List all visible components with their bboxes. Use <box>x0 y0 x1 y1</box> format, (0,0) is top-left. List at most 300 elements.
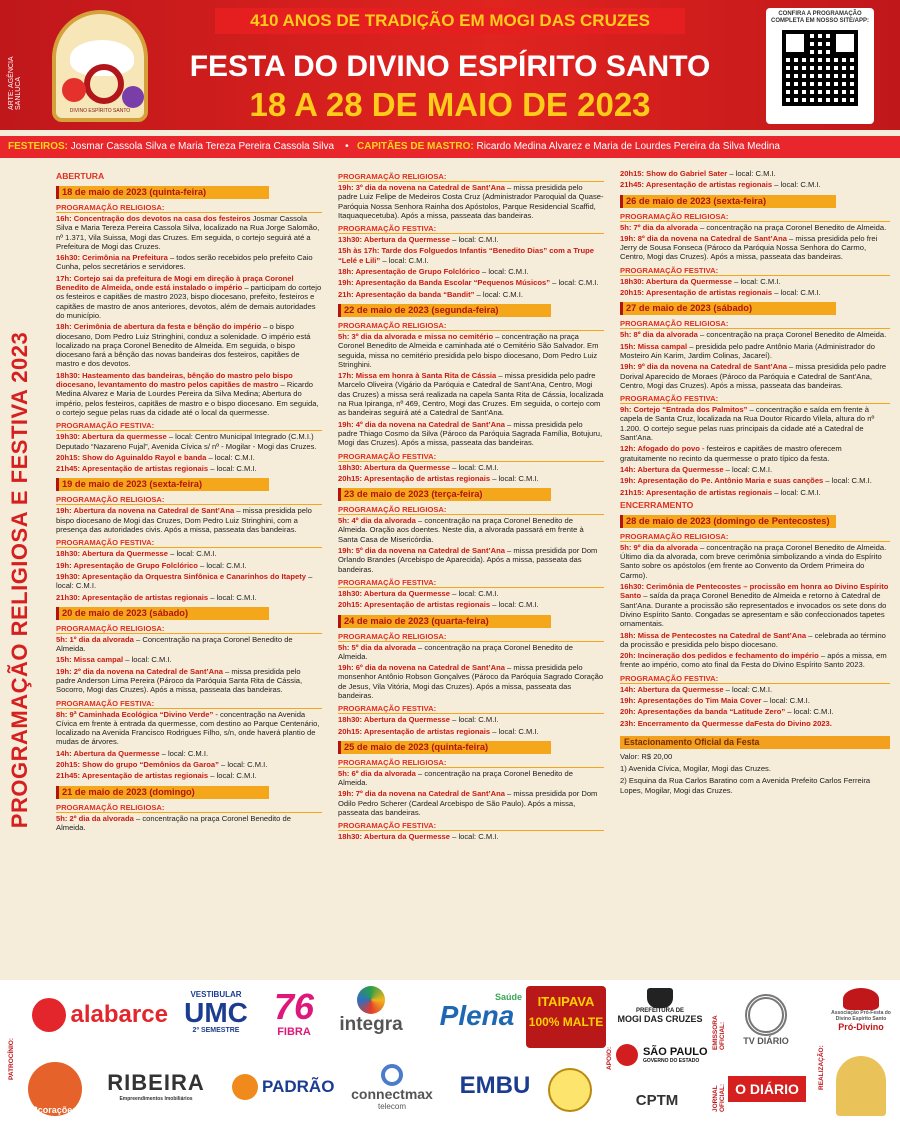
event-details: – local: C.M.I. <box>490 473 539 483</box>
event-title: 14h: Abertura da Quermesse <box>56 748 160 758</box>
event-title: 19h: Apresentações do Tim Maia Cover <box>620 695 762 705</box>
tres-coracoes-logo: 3corações <box>28 1062 82 1116</box>
bishop-emblem-icon <box>836 1056 886 1116</box>
event-item <box>338 290 604 299</box>
event-item <box>620 582 890 628</box>
event-title: 23h: Encerramento da Quermesse daFesta do Divino 2023. <box>620 718 832 728</box>
festeiros-bar: FESTEIROS: Josmar Cassola Silva e Maria Tereza Pereira Cassola Silva • CAPITÃES DE MASTRO: Ricardo Medina Alvarez e Maria de Lourdes Pereira da Silva Medina <box>0 136 900 158</box>
event-details: – concentração na praça Coronel Benedito de Almeida. <box>697 222 887 232</box>
event-title: 5h: 4º dia da alvorada <box>338 516 416 526</box>
parking-line: 1) Avenida Cívica, Mogilar, Mogi das Cruzes. <box>620 764 771 774</box>
event-details: – local: C.M.I. <box>380 255 429 265</box>
event-details: – local: C.M.I. <box>761 695 810 705</box>
schedule-column-2 <box>338 168 604 844</box>
section-label-festive: PROGRAMAÇÃO FESTIVA: <box>338 224 604 234</box>
event-details: – local: C.M.I. <box>772 487 821 497</box>
section-banner: ABERTURA <box>56 171 105 181</box>
event-details: – missa presidida pelo padre Marcelo Oliveira (Vigário da Paróquia e Catedral de Sant’Ana, Centro, Mogi das Cruzes) a missa será realizada na capela Santa Rita de Cássia, localizada na Rua Ipiranga, nº 469, Centro, Mogi das Cruzes. Em seguida, o cortejo com as bandeiras seguirá até a Catedral de Sant’Ana. <box>338 371 604 418</box>
event-title: 14h: Abertura da Quermesse <box>620 464 724 474</box>
event-details: – local: C.M.I. <box>208 771 257 781</box>
event-title: 20h15: Apresentação de artistas regionais <box>620 288 773 298</box>
credit-text: ARTE: AGÊNCIA SANLUCA <box>8 56 22 110</box>
event-details: – participam do cortejo os festeiros e capitães de mastro 2023, bispo diocesano, prefeito, festeiros e capitães de mastro de anos anteriores, devotos, além de demais autoridades do município. <box>56 283 322 320</box>
tv-diario-logo <box>728 994 804 1054</box>
plena-text: Plena <box>439 1000 515 1031</box>
event-item <box>620 444 890 463</box>
logo-text: DIVINO ESPÍRITO SANTO <box>69 108 131 114</box>
event-item <box>56 253 322 272</box>
padrao-logo <box>228 1074 338 1110</box>
event-item <box>56 561 322 570</box>
umc-text: UMC <box>184 997 248 1028</box>
event-title: 21h30: Apresentação de artistas regionais <box>56 592 209 602</box>
event-title: 5h: 8º dia da alvorada <box>620 330 698 340</box>
event-item <box>56 572 322 591</box>
event-title: 19h: 3º dia da novena na Catedral de Sant’Ana <box>338 183 505 192</box>
event-item <box>338 267 604 276</box>
day-header: 25 de maio de 2023 (quinta-feira) <box>338 741 551 754</box>
pro-divino-logo <box>826 988 896 1048</box>
event-details: – local: C.M.I. <box>474 289 523 299</box>
event-details: – local: C.M.I. <box>823 476 872 486</box>
event-details: – local: C.M.I. <box>56 571 313 591</box>
section-banner: ENCERRAMENTO <box>620 499 694 510</box>
integra-logo <box>326 986 416 1046</box>
event-item <box>338 420 604 448</box>
embu-logo: EMBU <box>459 1072 531 1099</box>
day-header: 28 de maio de 2023 (domingo de Pentecostes) <box>620 515 836 528</box>
event-title: 19h30: Apresentação da Orquestra Sinfônica e Canarinhos do Itapety <box>56 571 306 581</box>
event-title: 18h30: Abertura da Quermesse <box>338 832 450 842</box>
event-item <box>56 655 322 664</box>
event-item <box>56 710 322 747</box>
event-title: 20h15: Apresentação de artistas regionais <box>338 473 491 483</box>
emissora-label: EMISSORA OFICIAL: <box>712 1015 726 1050</box>
event-details: – missa presidida por Dom Odilo Pedro Scherer (Cardeal Arcebispo de São Paulo). Após a missa, passeata das bandeiras. <box>338 789 598 818</box>
event-details: – local: C.M.I. <box>208 592 257 602</box>
event-title: 19h: Apresentação da Banda Escolar “Pequenos Músicos” <box>338 278 550 288</box>
event-title: 20h: Apresentações da banda “Latitude Zero” <box>620 707 786 717</box>
event-item <box>620 651 890 670</box>
sp-text: SÃO PAULO <box>642 1046 708 1058</box>
event-title: 19h: Apresentação do Pe. Antônio Maria e suas canções <box>620 476 824 486</box>
sao-paulo-logo <box>612 1044 712 1084</box>
event-title: 14h: Abertura da Quermesse <box>620 684 724 694</box>
event-item <box>56 322 322 368</box>
o-diario-logo: O DIÁRIO <box>728 1076 806 1102</box>
festival-dates: 18 A 28 DE MAIO DE 2023 <box>249 86 651 123</box>
event-item <box>56 214 322 251</box>
event-title: 19h: 6º dia da novena na Catedral de Sant’Ana <box>338 663 505 673</box>
flower-icon <box>122 86 144 108</box>
fibra-number: 76 <box>273 986 315 1027</box>
event-item <box>338 546 604 574</box>
event-details: – local: C.M.I. <box>785 707 834 717</box>
integra-text: integra <box>339 1014 403 1035</box>
event-item <box>338 832 604 841</box>
event-title: 12h: Afogado do povo <box>620 444 700 454</box>
event-item <box>338 371 604 417</box>
event-item <box>620 180 890 189</box>
event-item <box>338 463 604 472</box>
padrao-text: PADRÃO <box>262 1077 335 1096</box>
event-item <box>620 169 890 178</box>
side-label-area <box>0 170 46 980</box>
event-title: 19h: 5º dia da novena na Catedral de Sant’Ana <box>338 546 505 556</box>
day-header: 18 de maio de 2023 (quinta-feira) <box>56 186 269 199</box>
section-label-religious: PROGRAMAÇÃO RELIGIOSA: <box>338 505 604 515</box>
event-item <box>56 464 322 473</box>
cptm-logo: CPTM <box>635 1092 679 1109</box>
event-item <box>620 342 890 361</box>
event-item <box>620 223 890 232</box>
event-details: – concentração na praça Coronel Benedito de Almeida. Último dia da alvorada, com breve cerimônia simbolizando a vinda do Espírito Santo sobre os apóstolos (em frente ao Convento da Ordem Primeira do Carmo). <box>620 542 887 580</box>
associacao-text: Associação Pró-Festa do Divino Espírito Santo <box>831 1010 891 1022</box>
event-details: – o bispo diocesano, Dom Pedro Luiz Stringhini, conduz a solenidade. O império está localizado na praça Coronel Benedito de Almeida. Em seguida, o bispo diocesano fará a bênção das novas bandeiras dos festeiros, capitães de mastro e dos devotos. <box>56 322 311 369</box>
telecom-text: telecom <box>377 1102 406 1111</box>
section-label-religious: PROGRAMAÇÃO RELIGIOSA: <box>620 212 890 222</box>
malte-text: 100% MALTE <box>528 1015 604 1029</box>
event-details: – local: C.M.I. <box>159 748 209 758</box>
header-banner <box>0 0 900 130</box>
itaipava-logo <box>526 986 606 1048</box>
event-details: – missa presidida pelo frei Jerry de Sousa Fonseca (Pároco da Paróquia Nossa Senhora do Carmo, Centro, Mogi das Cruzes). Após a missa, passeata das bandeiras. <box>620 233 878 262</box>
event-details: – presidida pelo padre Antônio Maria (Administrador do Mosteiro Ain Karim, Jardim Colinas, Jacareí). <box>620 341 875 360</box>
capitaes-names: Ricardo Medina Alvarez e Maria de Lourdes Pereira da Silva Medina <box>476 141 780 152</box>
event-item <box>620 707 890 716</box>
day-header: 27 de maio de 2023 (sábado) <box>620 302 836 315</box>
connectmax-text: connectmax <box>351 1086 433 1102</box>
event-title: 20h15: Apresentação de artistas regionais <box>338 726 491 736</box>
event-details: – concentração na praça Coronel Benedito de Almeida e caminhada até o Cemitério São Salvador. Em seguida, missa no cemitério presidida pelo bispo diocesano, Dom Pedro Luiz Stringhini. <box>338 331 599 369</box>
event-item <box>338 769 604 788</box>
event-title: 19h: 4º dia da novena na Catedral de Sant’Ana <box>338 419 505 429</box>
event-title: 21h45: Apresentação de artistas regionais <box>56 464 209 474</box>
event-details: – local: C.M.I. <box>197 560 247 570</box>
event-details: – concentração e saída em frente à capela de Santa Cruz, localizada na Rua Doutor Ricardo Vilela, altura do nº 1.200. O cortejo segue pelas ruas principais da cidade até a Catedral de Sant’Ana. <box>620 405 875 443</box>
parking-title: Estacionamento Oficial da Festa <box>620 736 890 749</box>
event-details: – celebrada ao término da procissão e presidida pelo bispo diocesano. <box>620 630 886 649</box>
day-header: 24 de maio de 2023 (quarta-feira) <box>338 615 551 628</box>
event-item <box>338 278 604 287</box>
event-title: 19h30: Abertura da quermesse <box>56 432 167 442</box>
event-item <box>338 789 604 817</box>
event-item <box>56 549 322 558</box>
event-details: – missa presidida pelo bispo diocesano de Mogi das Cruzes, Dom Pedro Luiz Stringhini, com a presença das autoridades civis. Após a missa, passeata das bandeiras. <box>56 506 312 535</box>
event-item <box>56 593 322 602</box>
event-title: 19h: Apresentação de Grupo Folclórico <box>56 560 198 570</box>
event-title: 18h30: Abertura da Quermesse <box>338 588 450 598</box>
page-title: FESTA DO DIVINO ESPÍRITO SANTO <box>189 50 711 83</box>
event-item <box>56 432 322 451</box>
event-item <box>338 246 604 265</box>
parking-line: 2) Esquina da Rua Carlos Baratino com a Avenida Prefeito Carlos Ferreira Lopes, Mogilar, Mogi das Cruzes. <box>620 776 871 795</box>
event-item <box>56 506 322 534</box>
event-item <box>620 543 890 580</box>
festeiros-names: Josmar Cassola Silva e Maria Tereza Pereira Cassola Silva <box>70 141 335 152</box>
event-title: 20h15: Apresentação de artistas regionais <box>338 600 491 610</box>
qr-caption: CONFIRA A PROGRAMAÇÃO COMPLETA EM NOSSO SITE/APP: <box>770 11 869 24</box>
event-item <box>56 814 322 833</box>
event-details: – missa presidida pelo padre Thiago Cosmo da Silva (Pároco da Paróquia Sagrada Família, Botujuru, Mogi das Cruzes). Após a missa, passeata das bandeiras. <box>338 419 603 448</box>
event-title: 5h: 1º dia da alvorada <box>56 634 134 644</box>
umc-top: VESTIBULAR <box>190 990 242 999</box>
event-title: 5h: 3º dia da alvorada e missa no cemitério <box>338 331 494 341</box>
section-label-religious: PROGRAMAÇÃO RELIGIOSA: <box>56 203 322 213</box>
section-label-festive: PROGRAMAÇÃO FESTIVA: <box>338 821 604 831</box>
ribeira-sub: Empreendimentos Imobiliários <box>119 1096 193 1102</box>
crown-ring-icon <box>84 64 124 104</box>
tv-diario-text: TV DIÁRIO <box>743 1036 789 1046</box>
event-details: – local: C.M.I. <box>450 715 499 725</box>
event-details: – concentração na praça Coronel Benedito de Almeida. Oração aos doentes. Neste dia, a alvorada passará em frente à Santa Casa de Misericórdia. <box>338 516 584 544</box>
day-header: 21 de maio de 2023 (domingo) <box>56 786 269 799</box>
event-details: – local: C.M.I. <box>206 452 255 462</box>
event-details: – concentração na praça Coronel Benedito de Almeida. <box>56 813 291 832</box>
event-title: 5h: 2º dia da alvorada <box>56 813 134 823</box>
event-title: 20h15: Show do Aguinaldo Rayol e banda <box>56 452 207 462</box>
event-details: – concentração na praça Coronel Benedito de Almeida. <box>338 768 573 788</box>
event-title: 21h45: Apresentação de artistas regionais <box>620 180 773 190</box>
event-details: – local: C.M.I. <box>208 464 257 474</box>
event-item <box>620 719 890 728</box>
event-item <box>338 643 604 662</box>
event-details: – local: C.M.I. <box>723 464 773 474</box>
event-title: 19h: 7º dia da novena na Catedral de Sant’Ana <box>338 789 505 799</box>
event-details: – saída da praça Coronel Benedito de Almeida e retorno à Catedral de Sant’Ana. Durante a procissão são representados e invocados os sete dons do Divino Espírito Santo. Congadas se apresentam e são confeccionados tapetes ornamentais. <box>620 591 887 629</box>
event-details: – local: Centro Municipal Integrado (C.M.I.) Deputado “Nazareno Fujal”, Avenida Cívica s/ nº - Mogilar - Mogi das Cruzes. <box>56 432 317 451</box>
event-item <box>56 760 322 769</box>
event-details: – local: C.M.I. <box>490 726 539 736</box>
event-title: 16h30: Cerimônia na Prefeitura <box>56 253 168 263</box>
event-title: 15h: Missa campal <box>56 655 124 665</box>
event-details: – missa presidida pelo padre Dorival Aparecido de Moraes (Pároco da Paróquia e Catedral de Sant’Ana, Centro, Mogi das Cruzes). Após a missa, passeata das bandeiras. <box>620 362 887 390</box>
event-title: 16h30: Cerimônia de Pentecostes – procissão em honra ao Divino Espírito Santo <box>620 582 889 601</box>
event-title: 13h30: Abertura da Quermesse <box>338 235 450 245</box>
prefeitura-logo <box>612 988 708 1038</box>
event-details: – local: C.M.I. <box>490 600 539 610</box>
apoio-label: APOIO: <box>606 1046 613 1070</box>
event-details: – local: C.M.I. <box>450 588 499 598</box>
section-label-religious: PROGRAMAÇÃO RELIGIOSA: <box>338 172 604 182</box>
event-details: – local: C.M.I. <box>727 169 776 178</box>
event-title: 18h: Missa de Pentecostes na Catedral de Sant’Ana <box>620 630 807 640</box>
day-header: 22 de maio de 2023 (segunda-feira) <box>338 304 551 317</box>
event-details: – concentração na praça Coronel Benedito de Almeida. <box>697 330 887 340</box>
event-item <box>338 589 604 598</box>
event-item <box>620 488 890 497</box>
alabarce-logo <box>30 998 170 1038</box>
event-item <box>620 476 890 485</box>
event-item <box>338 516 604 544</box>
event-title: 18h30: Abertura da Quermesse <box>338 462 450 472</box>
event-item <box>56 771 322 780</box>
festival-logo <box>52 10 148 122</box>
section-label-religious: PROGRAMAÇÃO RELIGIOSA: <box>338 321 604 331</box>
qr-box[interactable] <box>766 8 874 124</box>
event-item <box>338 474 604 483</box>
event-details: – local: C.M.I. <box>450 832 499 842</box>
event-item <box>56 667 322 695</box>
section-label-festive: PROGRAMAÇÃO FESTIVA: <box>338 704 604 714</box>
side-label: PROGRAMAÇÃO RELIGIOSA E FESTIVA 2023 <box>7 331 32 829</box>
section-label-religious: PROGRAMAÇÃO RELIGIOSA: <box>338 758 604 768</box>
section-label-festive: PROGRAMAÇÃO FESTIVA: <box>338 578 604 588</box>
event-details: - concentração na Avenida Cívica em frente à entrada da quermesse, com destino ao Parque Centenário, localizado na Avenida Francisco Rodrigues Filho, s/n, onde haverá plantio de mudas de árvores. <box>56 709 320 747</box>
event-item <box>620 405 890 442</box>
realizacao-label: REALIZAÇÃO: <box>818 1045 825 1090</box>
alabarce-text: alabarce <box>70 1001 168 1028</box>
festeiros-label: FESTEIROS: <box>8 141 69 152</box>
event-item <box>620 234 890 262</box>
event-details: – missa presidida pelo monsenhor Antônio Robson Gonçalves (Pároco da Paróquia Sagrado Coração de Jesus, Vila Vitória, Mogi das Cruzes). Após a missa, passeata das bandeiras. <box>338 663 604 700</box>
connectmax-logo <box>342 1064 442 1114</box>
event-title: 18h30: Abertura da Quermesse <box>338 715 450 725</box>
event-item <box>620 362 890 390</box>
event-title: 5h: 6º dia da alvorada <box>338 768 416 778</box>
event-item <box>338 663 604 700</box>
event-title: 18h30: Abertura da Quermesse <box>56 549 168 559</box>
event-title: 19h: 8º dia da novena na Catedral de Sant’Ana <box>620 233 787 243</box>
event-details: – missa presidida pelo padre Luiz Felipe de Medeiros Costa Cruz (Administrador Paroquial da Quase-Paróquia Nossa Senhora Rainha dos Apóstolos, Parque Residencial Scaffid, Itaquaquecetuba). Após a missa, passeata das bandeiras. <box>338 183 604 220</box>
event-title: 5h: 9º dia da alvorada <box>620 542 698 552</box>
event-details: – local: C.M.I. <box>723 684 773 694</box>
section-label-religious: PROGRAMAÇÃO RELIGIOSA: <box>56 624 322 634</box>
event-title: 18h: Cerimônia de abertura da festa e bênção do império <box>56 322 262 332</box>
event-details: – todos serão recebidos pelo prefeito Caio Cunha, pelos secretários e servidores. <box>56 253 313 272</box>
event-title: 21h45: Apresentação de artistas regionais <box>56 771 209 781</box>
day-header: 20 de maio de 2023 (sábado) <box>56 607 269 620</box>
event-item <box>338 727 604 736</box>
prefeitura-text: MOGI DAS CRUZES <box>617 1014 703 1024</box>
event-item <box>620 330 890 339</box>
section-label-religious: PROGRAMAÇÃO RELIGIOSA: <box>338 632 604 642</box>
section-label-festive: PROGRAMAÇÃO FESTIVA: <box>620 266 890 276</box>
event-item <box>338 715 604 724</box>
tagline: 410 ANOS DE TRADIÇÃO EM MOGI DAS CRUZES <box>215 8 685 34</box>
event-title: 19h: Abertura da novena na Catedral de Sant’Ana <box>56 506 235 516</box>
section-label-festive: PROGRAMAÇÃO FESTIVA: <box>620 674 890 684</box>
event-title: 15h: Missa campal <box>620 341 688 351</box>
event-details: – missa presidida pelo padre Anderson Lima Pereira (Pároco da Paróquia Santa Rita de Cássia, Socorro, Mogi das Cruzes). Após a missa, passeata das bandeiras. <box>56 666 303 695</box>
event-details: Josmar Cassola Silva e Maria Tereza Pereira Cassola Silva, localizado na Rua Jorge Salomão, nº 1.371, Vila Suissa, Mogi das Cruzes. Em seguida, o cortejo seguirá até a Prefeitura de Mogi das Cruzes. <box>56 214 320 251</box>
event-item <box>338 600 604 609</box>
prefeitura-top: PREFEITURA DE <box>635 1008 685 1014</box>
event-details: – missa presidida por Dom Orlando Brandes (Arcebispo de Aparecida). Após a missa, passeata das bandeiras. <box>338 546 598 574</box>
seal-icon <box>548 1068 592 1112</box>
event-item <box>56 635 322 654</box>
event-title: 15h às 17h: Tarde dos Folguedos Infantis “Benedito Dias” com a Trupe “Lelé e Lili” <box>338 246 594 265</box>
ribeira-text: RIBEIRA <box>107 1070 205 1095</box>
event-title: 17h: Missa em honra à Santa Rita de Cássia <box>338 371 497 381</box>
section-label-religious: PROGRAMAÇÃO RELIGIOSA: <box>620 532 890 542</box>
event-item <box>620 631 890 650</box>
pro-divino-text: Pró-Divino <box>838 1022 884 1032</box>
capitaes-label: CAPITÃES DE MASTRO: <box>357 141 474 152</box>
plena-logo <box>432 992 522 1042</box>
day-header: 26 de maio de 2023 (sexta-feira) <box>620 195 836 208</box>
event-item <box>56 749 322 758</box>
event-details: – local: C.M.I. <box>772 180 821 190</box>
event-details: – local: C.M.I. <box>123 655 172 665</box>
section-label-religious: PROGRAMAÇÃO RELIGIOSA: <box>620 319 890 329</box>
itaipava-text: ITAIPAVA <box>537 994 595 1009</box>
ribeira-logo <box>96 1070 216 1114</box>
section-label-festive: PROGRAMAÇÃO FESTIVA: <box>56 538 322 548</box>
event-title: 21h: Apresentação da banda “Bandit” <box>338 289 475 299</box>
umc-sub: 2º SEMESTRE <box>192 1027 240 1034</box>
event-title: 8h: 9ª Caminhada Ecológica “Divino Verde” <box>56 709 214 719</box>
flower-icon <box>62 78 86 102</box>
event-details: – local: C.M.I. <box>168 549 217 559</box>
event-item <box>56 371 322 417</box>
event-details: – Ricardo Medina Alvarez e Maria de Lourdes Pereira da Silva Medina; Abertura do império, pelos festeiros, capitães de mastro e o bispo diocesano. Em seguida, o cortejo segue pelas ruas da cidade até o local da quermesse. <box>56 380 319 417</box>
event-title: 5h: 5º dia da alvorada <box>338 642 416 652</box>
section-label-festive: PROGRAMAÇÃO FESTIVA: <box>56 699 322 709</box>
event-title: 17h: Cortejo sai da prefeitura de Mogi em direção à praça Coronel Benedito de Almeida, onde está instalado o império <box>56 273 294 293</box>
event-item <box>620 685 890 694</box>
event-title: 5h: 7º dia da alvorada <box>620 222 698 232</box>
day-header: 19 de maio de 2023 (sexta-feira) <box>56 478 269 491</box>
section-label-festive: PROGRAMAÇÃO FESTIVA: <box>620 394 890 404</box>
event-title: 20h: Incineração dos pedidos e fechamento do império <box>620 651 819 661</box>
fibra-logo <box>264 988 324 1043</box>
jornal-label: JORNAL OFICIAL: <box>712 1083 726 1112</box>
event-title: 20h15: Show do Gabriel Sater <box>620 169 728 178</box>
event-details: – Concentração na praça Coronel Benedito de Almeida. <box>56 634 293 654</box>
patrocinio-label: PATROCÍNIO: <box>8 1037 15 1080</box>
event-details: – local: C.M.I. <box>450 235 499 245</box>
event-item <box>620 696 890 705</box>
sponsors-footer <box>0 980 900 1125</box>
section-label-religious: PROGRAMAÇÃO RELIGIOSA: <box>56 495 322 505</box>
event-details: – local: C.M.I. <box>218 760 268 770</box>
event-title: 16h: Concentração dos devotos na casa dos festeiros <box>56 214 251 223</box>
event-details: – após a missa, em frente ao império, como ato final da Festa do Divino Espírito Santo 2023. <box>620 651 887 670</box>
event-title: 21h15: Apresentação de artistas regionais <box>620 487 773 497</box>
event-item <box>620 465 890 474</box>
event-item <box>56 453 322 462</box>
event-details: – local: C.M.I. <box>732 276 781 286</box>
event-item <box>620 288 890 297</box>
section-label-religious: PROGRAMAÇÃO RELIGIOSA: <box>56 803 322 813</box>
schedule-column-1 <box>56 168 322 834</box>
event-title: 9h: Cortejo “Entrada dos Palmitos” <box>620 405 748 415</box>
umc-logo <box>176 990 256 1045</box>
sp-sub: GOVERNO DO ESTADO <box>642 1058 700 1064</box>
event-details: – local: C.M.I. <box>550 278 599 288</box>
event-details: – concentração na praça Coronel Benedito de Almeida. <box>338 642 573 661</box>
event-title: 18h: Apresentação de Grupo Folclórico <box>338 267 480 277</box>
plena-sub: Saúde <box>494 992 522 1002</box>
event-details: – local: C.M.I. <box>479 267 529 277</box>
qr-code-icon[interactable] <box>782 30 858 106</box>
section-label-festive: PROGRAMAÇÃO FESTIVA: <box>56 421 322 431</box>
event-item <box>620 277 890 286</box>
section-label-festive: PROGRAMAÇÃO FESTIVA: <box>338 452 604 462</box>
event-item <box>338 332 604 369</box>
day-header: 23 de maio de 2023 (terça-feira) <box>338 488 551 501</box>
event-details: - festeiros e capitães de mastro oferecem gratuitamente no recinto da quermesse o prato típico da festa. <box>620 444 842 463</box>
event-title: 20h15: Show do grupo “Demônios da Garoa” <box>56 760 219 770</box>
event-title: 18h30: Abertura da Quermesse <box>620 276 732 286</box>
event-title: 19h: 9º dia da novena na Catedral de Sant’Ana <box>620 362 787 372</box>
event-item <box>338 183 604 220</box>
event-details: – local: C.M.I. <box>450 462 499 472</box>
schedule-column-3 <box>620 168 890 795</box>
parking-line: Valor: R$ 20,00 <box>620 751 673 761</box>
event-title: 19h: 2º dia da novena na Catedral de Sant’Ana <box>56 666 223 676</box>
